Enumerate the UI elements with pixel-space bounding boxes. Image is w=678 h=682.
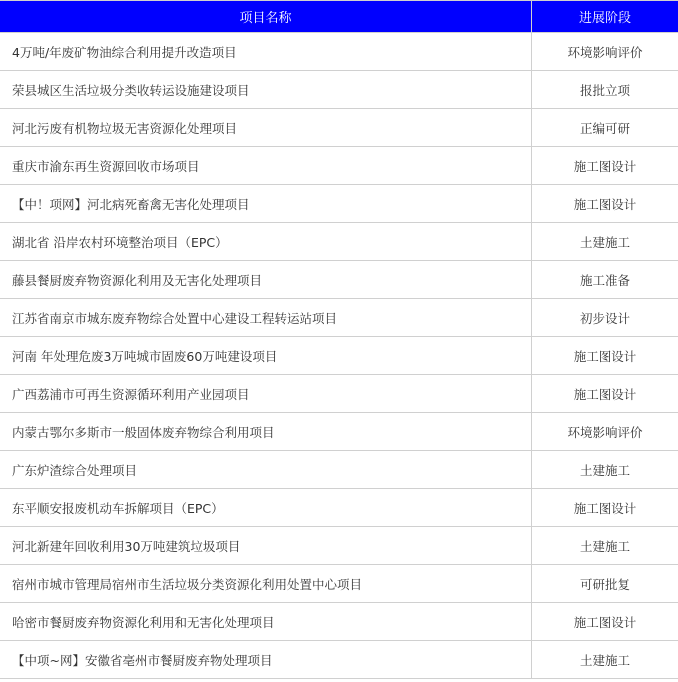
project-name[interactable]: 河北新建年回收利用30万吨建筑垃圾项目 (0, 527, 532, 565)
project-name[interactable]: 【中项~网】安徽省亳州市餐厨废弃物处理项目 (0, 641, 532, 679)
project-stage: 土建施工 (532, 527, 678, 565)
table-row (0, 375, 678, 413)
project-stage: 施工图设计 (532, 603, 678, 641)
project-stage: 环境影响评价 (532, 33, 678, 71)
table-row (0, 71, 678, 109)
project-stage: 可研批复 (532, 565, 678, 603)
table-row (0, 299, 678, 337)
project-name[interactable]: 哈密市餐厨废弃物资源化利用和无害化处理项目 (0, 603, 532, 641)
project-stage: 施工图设计 (532, 337, 678, 375)
project-stage: 施工图设计 (532, 489, 678, 527)
project-name[interactable]: 东平顺安报废机动车拆解项目（EPC） (0, 489, 532, 527)
table-row (0, 337, 678, 375)
table-row (0, 603, 678, 641)
table-row (0, 223, 678, 261)
table-row (0, 527, 678, 565)
project-name[interactable]: 宿州市城市管理局宿州市生活垃圾分类资源化利用处置中心项目 (0, 565, 532, 603)
project-stage: 土建施工 (532, 451, 678, 489)
project-stage: 正编可研 (532, 109, 678, 147)
table-row (0, 185, 678, 223)
project-name[interactable]: 【中！项网】河北病死畜禽无害化处理项目 (0, 185, 532, 223)
table-row (0, 489, 678, 527)
project-name[interactable]: 广东炉渣综合处理项目 (0, 451, 532, 489)
project-stage: 初步设计 (532, 299, 678, 337)
project-name[interactable]: 内蒙古鄂尔多斯市一般固体废弃物综合利用项目 (0, 413, 532, 451)
table-row (0, 33, 678, 71)
table-row (0, 147, 678, 185)
project-stage: 土建施工 (532, 223, 678, 261)
header-progress-stage: 进展阶段 (532, 1, 678, 33)
project-name[interactable]: 荣县城区生活垃圾分类收转运设施建设项目 (0, 71, 532, 109)
project-stage: 施工图设计 (532, 185, 678, 223)
table-row (0, 261, 678, 299)
project-stage: 土建施工 (532, 641, 678, 679)
project-name[interactable]: 河北污废有机物垃圾无害资源化处理项目 (0, 109, 532, 147)
project-name[interactable]: 藤县餐厨废弃物资源化利用及无害化处理项目 (0, 261, 532, 299)
project-name[interactable]: 广西荔浦市可再生资源循环利用产业园项目 (0, 375, 532, 413)
header-project-name: 项目名称 (0, 1, 532, 33)
project-name[interactable]: 江苏省南京市城东废弃物综合处置中心建设工程转运站项目 (0, 299, 532, 337)
project-name[interactable]: 4万吨/年废矿物油综合利用提升改造项目 (0, 33, 532, 71)
project-name[interactable]: 河南 年处理危废3万吨城市固废60万吨建设项目 (0, 337, 532, 375)
table-row (0, 641, 678, 679)
project-name[interactable]: 重庆市渝东再生资源回收市场项目 (0, 147, 532, 185)
project-stage: 施工图设计 (532, 147, 678, 185)
project-stage: 环境影响评价 (532, 413, 678, 451)
project-stage: 施工准备 (532, 261, 678, 299)
table-row (0, 451, 678, 489)
table-row (0, 565, 678, 603)
project-stage: 报批立项 (532, 71, 678, 109)
project-name[interactable]: 湖北省 沿岸农村环境整治项目（EPC） (0, 223, 532, 261)
table-header-row (0, 1, 678, 33)
table-row (0, 109, 678, 147)
project-stage: 施工图设计 (532, 375, 678, 413)
table-row (0, 413, 678, 451)
